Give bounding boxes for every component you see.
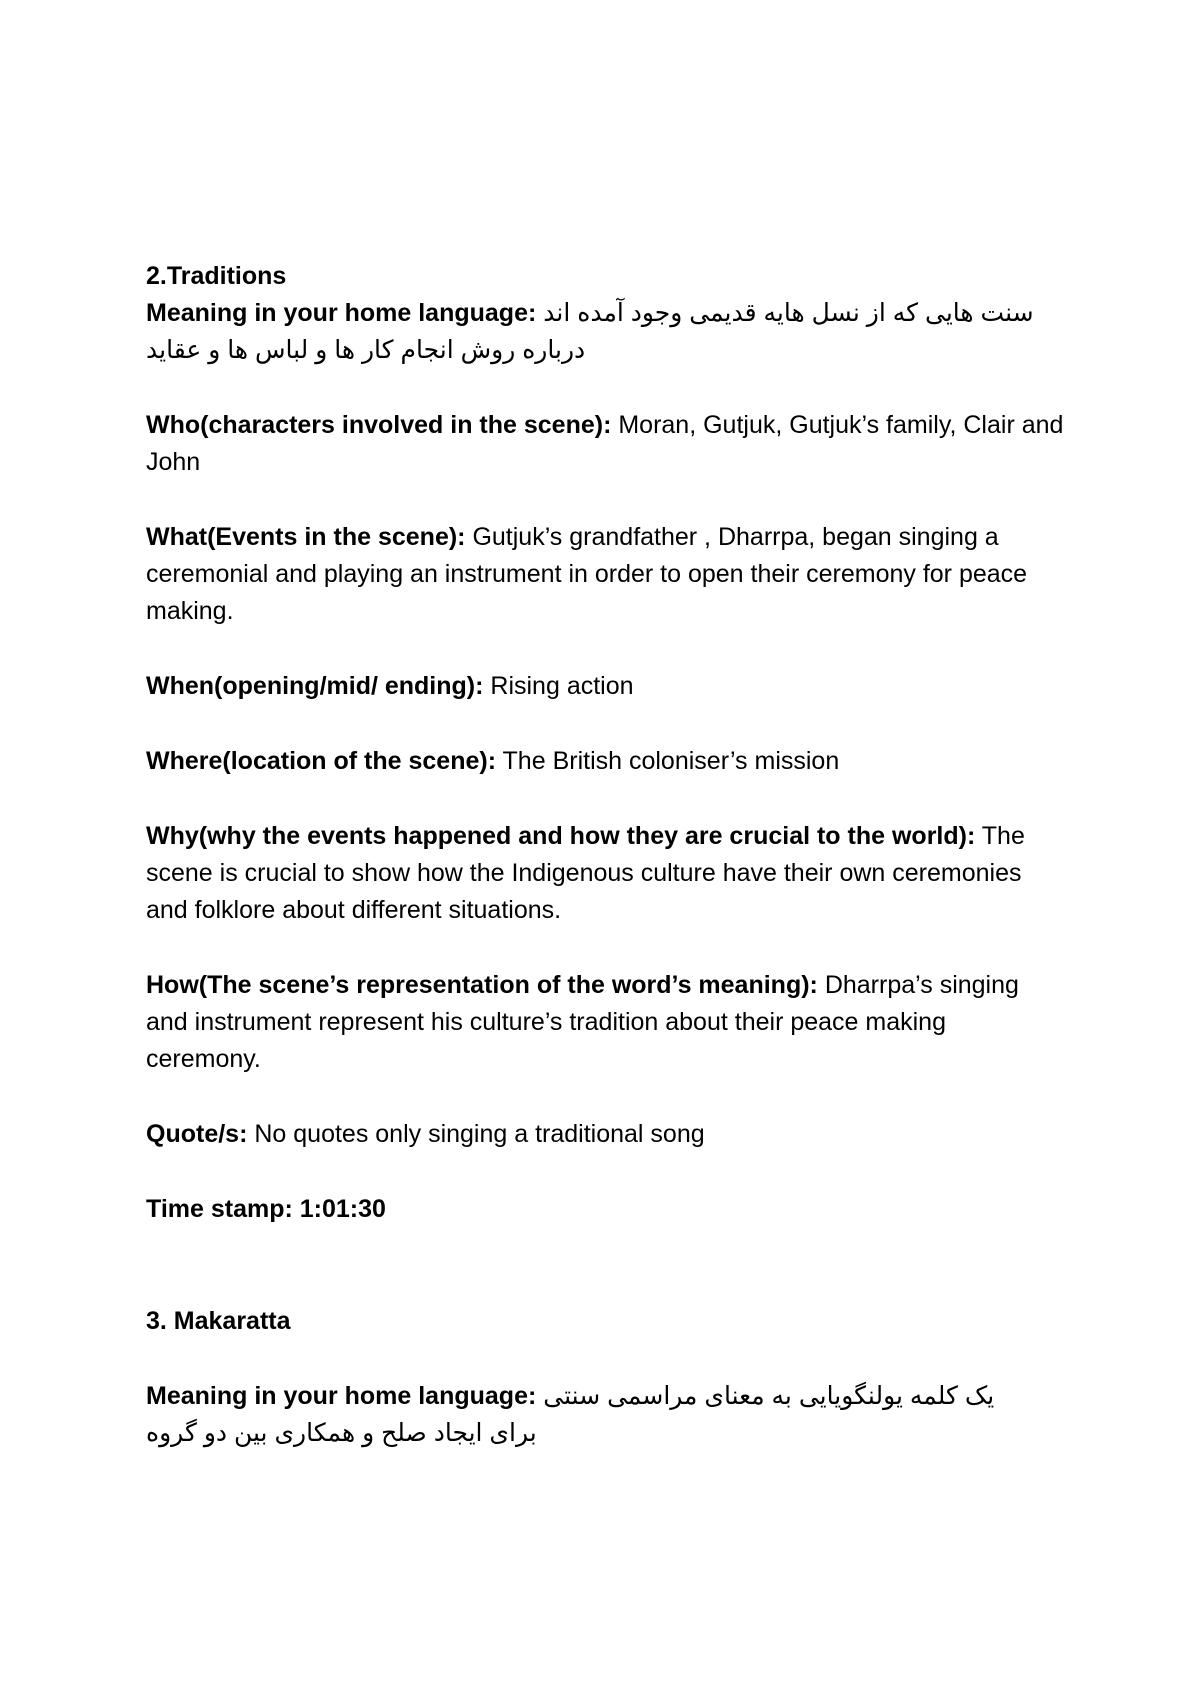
document-content — [146, 258, 1066, 1452]
when-label: When(opening/mid/ ending): — [146, 672, 484, 700]
meaning-paragraph-makaratta — [146, 1378, 1066, 1452]
meaning-label: Meaning in your home language: — [146, 1382, 537, 1410]
how-value: Dharrpa’s singing and instrument represent his culture’s tradition about their peace making ceremony. — [146, 971, 1019, 1073]
who-paragraph — [146, 407, 1066, 481]
what-paragraph — [146, 519, 1066, 630]
what-label: What(Events in the scene): — [146, 523, 466, 551]
what-value: Gutjuk’s grandfather , Dharrpa, began singing a ceremonial and playing an instrument in order to open their ceremony for peace making. — [146, 523, 1028, 625]
meaning-text-line2: درباره روش انجام کار ها و لباس ها و عقاید — [146, 336, 586, 364]
time-stamp: Time stamp: 1:01:30 — [146, 1195, 386, 1223]
meaning-label: Meaning in your home language: — [146, 299, 537, 327]
why-paragraph — [146, 818, 1066, 929]
where-paragraph — [146, 743, 1066, 780]
where-value: The British coloniser’s mission — [496, 747, 840, 775]
where-label: Where(location of the scene): — [146, 747, 497, 775]
section-heading-makaratta: 3. Makaratta — [146, 1307, 291, 1335]
meaning-paragraph — [146, 295, 1066, 369]
who-label: Who(characters involved in the scene): — [146, 411, 612, 439]
who-value: Moran, Gutjuk, Gutjuk’s family, Clair and John — [146, 411, 1064, 476]
quote-value: No quotes only singing a traditional song — [247, 1120, 705, 1148]
why-label: Why(why the events happened and how they are crucial to the world): — [146, 822, 976, 850]
when-paragraph — [146, 668, 1066, 705]
meaning-text-line1: یک کلمه یولنگویایی به معنای مراسمی سنتی — [543, 1382, 995, 1410]
quote-paragraph — [146, 1116, 1066, 1153]
meaning-text-line2: برای ایجاد صلح و همکاری بین دو گروه — [146, 1419, 537, 1447]
how-label: How(The scene’s representation of the word’s meaning): — [146, 971, 818, 999]
quote-label: Quote/s: — [146, 1120, 248, 1148]
when-value: Rising action — [483, 672, 634, 700]
how-paragraph — [146, 967, 1066, 1078]
why-value: The scene is crucial to show how the Indigenous culture have their own ceremonies and folklore about different situations. — [146, 822, 1025, 924]
section-heading-traditions: 2.Traditions — [146, 262, 287, 290]
meaning-text-line1: سنت هایی که از نسل هایه قدیمی وجود آمده اند — [543, 299, 1034, 327]
